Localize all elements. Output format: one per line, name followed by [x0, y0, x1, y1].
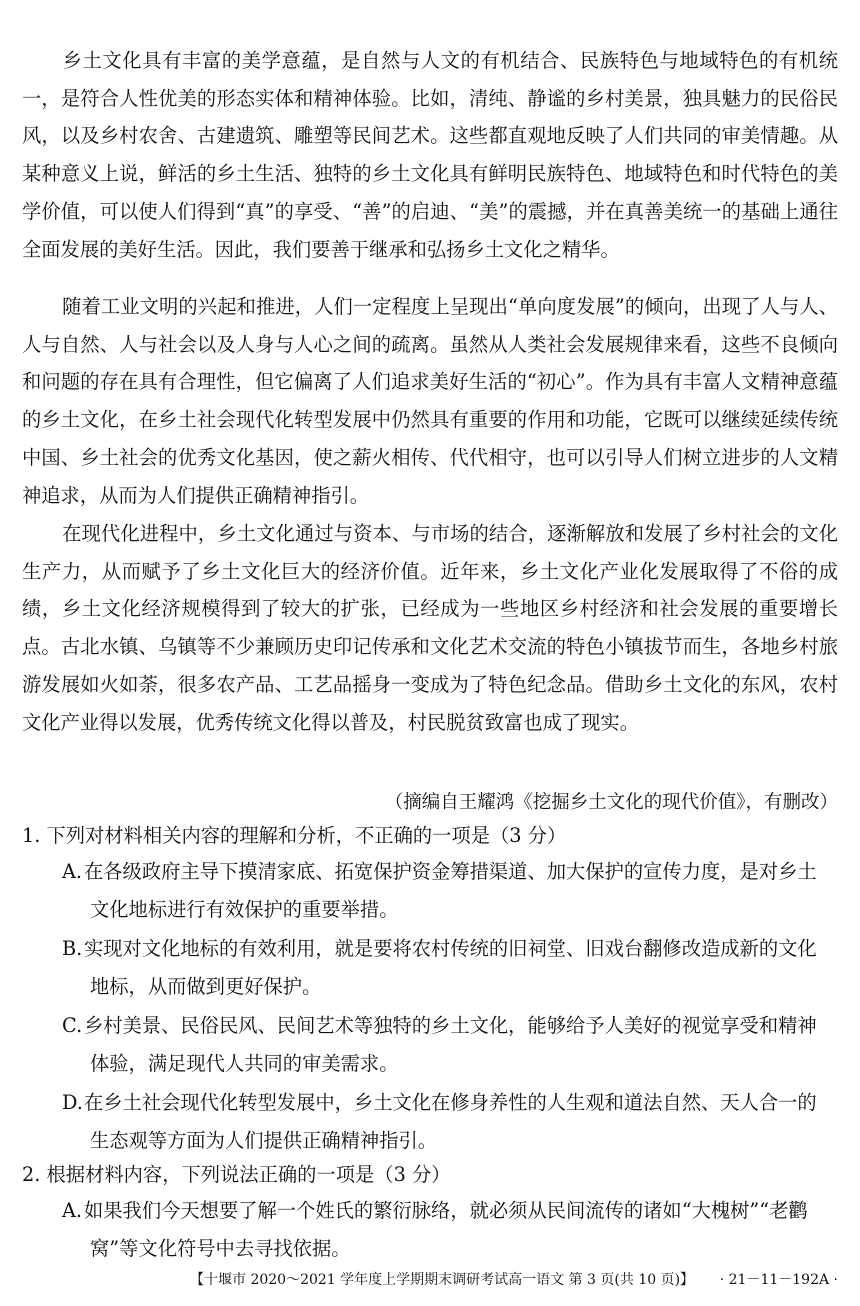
option-text-line-2: 窝”等文化符号中去寻找依据。 [90, 1237, 351, 1260]
option-text-line-2: 地标，从而做到更好保护。 [90, 975, 322, 998]
option-letter: D. [62, 1091, 83, 1114]
question-1-stem: 1. 下列对材料相关内容的理解和分析，不正确的一项是（3 分） [22, 824, 567, 847]
source-citation: （摘编自王耀鸿《挖掘乡土文化的现代价值》，有删改） [384, 792, 838, 813]
option-text-line-1: 在各级政府主导下摸清家底、拓宽保护资金筹措渠道、加大保护的宣传力度，是对乡土 [84, 860, 817, 883]
option-text-line-2: 体验，满足现代人共同的审美需求。 [90, 1052, 399, 1075]
option-letter: C. [62, 1014, 83, 1037]
paragraph-1 [22, 42, 838, 268]
option-letter: B. [62, 937, 83, 960]
option-text-line-2: 文化地标进行有效保护的重要举措。 [90, 898, 399, 921]
paragraph-1-text: 乡土文化具有丰富的美学意蕴，是自然与人文的有机结合、民族特色与地域特色的有机统一，是符合人性优美的形态实体和精神体验。比如，清纯、静谧的乡村美景，独具魅力的民俗民风，以及乡村农舍、古建遗筑、雕塑等民间艺术。这些都直观地反映了人们共同的审美情趣。从某种意义上说，鲜活的乡土生活、独特的乡土文化具有鲜明民族特色、地域特色和时代特色的美学价值，可以使人们得到“真”的享受、“善”的启迪、“美”的震撼，并在真善美统一的基础上通往全面发展的美好生活。因此，我们要善于继承和弘扬乡土文化之精华。 [22, 49, 838, 261]
paragraph-3-text: 在现代化进程中，乡土文化通过与资本、与市场的结合，逐渐解放和发展了乡村社会的文化生产力，从而赋予了乡土文化巨大的经济价值。近年来，乡土文化产业化发展取得了不俗的成绩，乡土文化经济规模得到了较大的扩张，已经成为一些地区乡村经济和社会发展的重要增长点。古北水镇、乌镇等不少兼顾历史印记传承和文化艺术交流的特色小镇拔节而生，各地乡村旅游发展如火如荼，很多农产品、工艺品摇身一变成为了特色纪念品。借助乡土文化的东风，农村文化产业得以发展，优秀传统文化得以普及，村民脱贫致富也成了现实。 [22, 522, 838, 734]
paragraph-2-text: 随着工业文明的兴起和推进，人们一定程度上呈现出“单向度发展”的倾向，出现了人与人、人与自然、人与社会以及人身与人心之间的疏离。虽然从人类社会发展规律来看，这些不良倾向和问题的存在具有合理性，但它偏离了人们追求美好生活的“初心”。作为具有丰富人文精神意蕴的乡土文化，在乡土社会现代化转型发展中仍然具有重要的作用和功能，它既可以继续延续传统中国、乡土社会的优秀文化基因，使之薪火相传、代代相守，也可以引导人们树立进步的人文精神追求，从而为人们提供正确精神指引。 [22, 295, 838, 507]
option-text-line-2: 生态观等方面为人们提供正确精神指引。 [90, 1129, 438, 1152]
question-1-option-c [62, 1007, 838, 1083]
paragraph-2 [22, 288, 838, 514]
option-text-line-1: 实现对文化地标的有效利用，就是要将农村传统的旧祠堂、旧戏台翻修改造成新的文化 [84, 937, 817, 960]
question-1-option-a [62, 853, 838, 929]
question-2-option-a [62, 1192, 838, 1268]
footer-exam-info: 【十堰市 2020～2021 学年度上学期期末调研考试高一语文 第 3 页(共 10 页)】 [190, 1272, 695, 1288]
paragraph-3 [22, 515, 838, 741]
question-1-option-d [62, 1084, 838, 1160]
option-letter: A. [62, 860, 83, 883]
option-text-line-1: 如果我们今天想要了解一个姓氏的繁衍脉络，就必须从民间流传的诸如“大槐树”“老鹳 [84, 1199, 808, 1222]
question-1-option-b [62, 930, 838, 1006]
option-letter: A. [62, 1199, 83, 1222]
question-2-stem: 2. 根据材料内容，下列说法正确的一项是（3 分） [22, 1163, 451, 1186]
option-text-line-1: 乡村美景、民俗民风、民间艺术等独特的乡土文化，能够给予人美好的视觉享受和精神 [84, 1014, 817, 1037]
option-text-line-1: 在乡土社会现代化转型发展中，乡土文化在修身养性的人生观和道法自然、天人合一的 [84, 1091, 817, 1114]
footer-code: · 21－11－192A · [719, 1272, 838, 1288]
